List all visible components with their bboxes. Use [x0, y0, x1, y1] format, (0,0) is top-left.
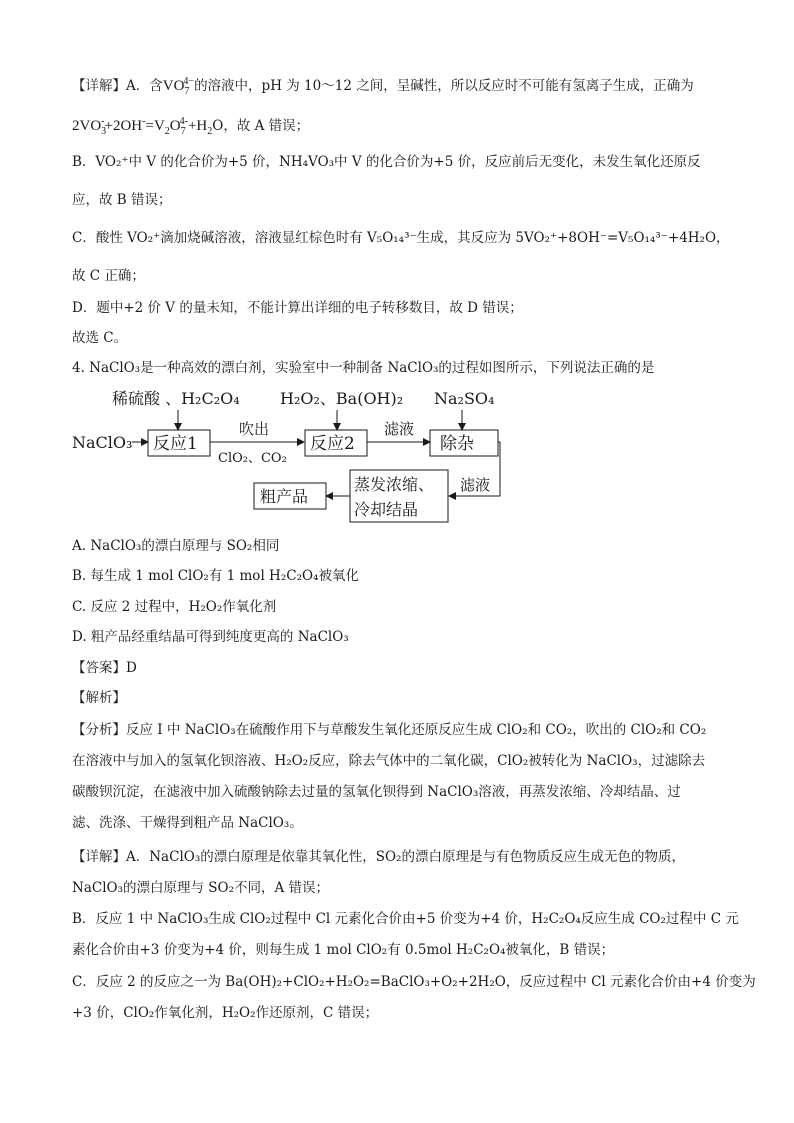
option-a: A. NaClO₃的漂白原理与 SO₂相同	[72, 538, 280, 554]
flow-box-purify-label: 除杂	[440, 434, 474, 454]
detail-d-line1: D．题中+2 价 V 的量未知，不能计算出详细的电子转移数目，故 D 错误；	[72, 300, 523, 316]
process-flowchart	[68, 378, 508, 528]
detail-b-line1: B．VO₂⁺中 V 的化合价为+5 价，NH₄VO₃中 V 的化合价为+5 价，反应前后无变化，未发生氧化还原反	[72, 154, 701, 170]
vo7-formula: $VO_7^{4-}$	[162, 76, 195, 97]
analysis-line: 滤、洗涤、干燥得到粗产品 NaClO₃。	[72, 815, 303, 831]
detail2-line: NaClO₃的漂白原理与 SO₂不同，A 错误；	[72, 880, 330, 896]
analysis-heading: 【解析】	[72, 690, 126, 706]
detail-a-equation: $2VO_3^-+2OH^-=V_2O_7^{4-}+H_2O$，故 A 错误；	[72, 116, 310, 137]
detail-tag: 【详解】	[72, 78, 126, 94]
flow-input-1: 稀硫酸 、H₂C₂O₄	[112, 389, 240, 408]
flow-arrow2-top: 滤液	[384, 420, 415, 438]
flow-box-crystallize-line1: 蒸发浓缩、	[354, 475, 435, 494]
flow-arrow1-top: 吹出	[239, 420, 270, 438]
detail2-line: 素化合价由+3 价变为+4 价，则每生成 1 mol ClO₂有 0.5mol H₂C₂O₄被氧化，B 错误；	[72, 942, 615, 958]
detail2-line: B．反应 1 中 NaClO₃生成 ClO₂过程中 Cl 元素化合价由+5 价变为+4 价，H₂C₂O₄反应生成 CO₂过程中 C 元	[72, 911, 739, 927]
flow-input-2: H₂O₂、Ba(OH)₂	[280, 389, 404, 408]
flow-box-reaction1-label: 反应1	[153, 434, 198, 454]
flow-box-crystallize-line2: 冷却结晶	[354, 500, 419, 519]
detail-a-line1: 【详解】A．含$VO_7^{4-}$的溶液中，pH 为 10～12 之间，呈碱性，所以反应时不可能有氢离子生成，正确为	[72, 76, 694, 97]
analysis-line: 在溶液中与加入的氢氧化钡溶液、H₂O₂反应，除去气体中的二氧化碳，ClO₂被转化为 NaClO₃，过滤除去	[72, 753, 706, 769]
analysis-line: 碳酸钡沉淀，在滤液中加入硫酸钠除去过量的氢氧化钡得到 NaClO₃溶液，再蒸发浓缩、冷却结晶、过	[72, 784, 681, 800]
detail-c-line2: 故 C 正确；	[72, 268, 145, 284]
detail-b-line2: 应，故 B 错误；	[72, 192, 172, 208]
flow-arrow3-label: 滤液	[460, 476, 491, 494]
flow-box-reaction2-label: 反应2	[310, 434, 355, 454]
question-4-stem: 4. NaClO₃是一种高效的漂白剂，实验室中一种制备 NaClO₃的过程如图所示，下列说法正确的是	[72, 360, 655, 376]
detail-conclusion: 故选 C。	[72, 330, 128, 346]
detail2-line: 【详解】A．NaClO₃的漂白原理是依靠其氧化性，SO₂的漂白原理是与有色物质反应生成无色的物质，	[72, 849, 685, 865]
flow-input-3: Na₂SO₄	[434, 389, 495, 408]
flow-arrow1-bottom: ClO₂、CO₂	[218, 451, 287, 466]
option-d: D. 粗产品经重结晶可得到纯度更高的 NaClO₃	[72, 629, 349, 645]
detail2-line: +3 价，ClO₂作氧化剂，H₂O₂作还原剂，C 错误；	[72, 1005, 379, 1021]
detail2-line: C．反应 2 的反应之一为 Ba(OH)₂+ClO₂+H₂O₂=BaClO₃+O₂+2H₂O，反应过程中 Cl 元素化合价由+4 价变为	[72, 974, 756, 990]
flow-box-product-label: 粗产品	[260, 487, 309, 506]
option-c: C. 反应 2 过程中，H₂O₂作氧化剂	[72, 599, 277, 615]
detail-c-line1: C．酸性 VO₂⁺滴加烧碱溶液，溶液显红棕色时有 V₅O₁₄³⁻生成，其反应为 5VO₂⁺+8OH⁻=V₅O₁₄³⁻+4H₂O，	[72, 230, 730, 246]
analysis-line: 【分析】反应 I 中 NaClO₃在硫酸作用下与草酸发生氧化还原反应生成 ClO₂和 CO₂，吹出的 ClO₂和 CO₂	[72, 722, 707, 738]
option-b: B. 每生成 1 mol ClO₂有 1 mol H₂C₂O₄被氧化	[72, 568, 359, 584]
answer: 【答案】D	[72, 660, 137, 676]
flow-start: NaClO₃	[72, 433, 133, 452]
